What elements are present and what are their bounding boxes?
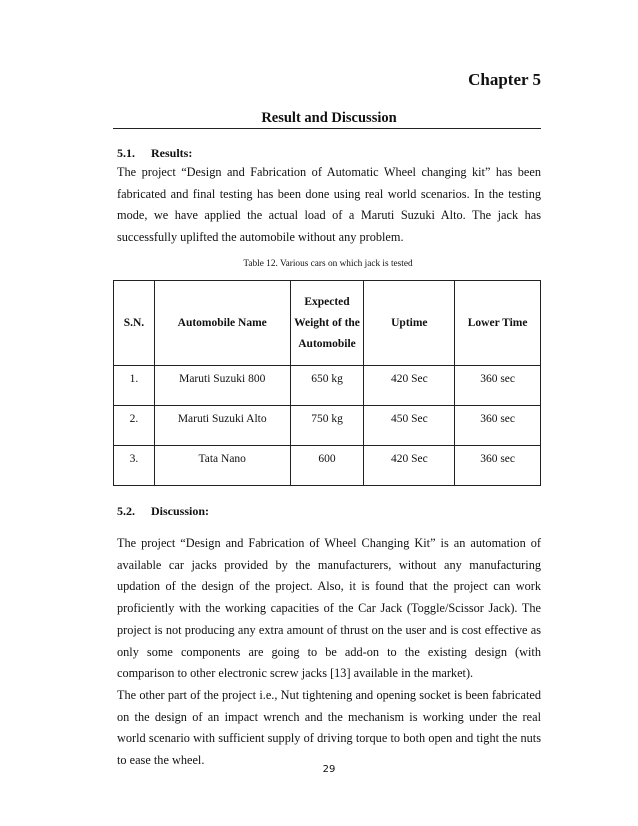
header-uptime: Uptime [364,281,455,366]
results-table [113,280,541,486]
cell-sn: 2. [114,406,155,446]
cell-uptime: 420 Sec [364,446,455,486]
results-heading [117,146,192,161]
results-paragraph: The project “Design and Fabrication of Automatic Wheel changing kit” has been fabricated and final testing has been done using real world scenarios. In the testing mode, we have applied the actual load of a Maruti Suzuki Alto. The jack has successfully uplifted the automobile without any problem. [117,165,541,245]
table-caption: Table 12. Various cars on which jack is tested [243,259,413,269]
cell-lower-time: 360 sec [455,446,541,486]
results-heading-text: Results: [151,146,193,160]
cell-lower-time: 360 sec [455,406,541,446]
cell-automobile: Maruti Suzuki Alto [154,406,290,446]
header-sn: S.N. [114,281,155,366]
cell-sn: 3. [114,446,155,486]
cell-weight: 750 kg [290,406,364,446]
discussion-number: 5.2. [117,504,135,518]
page-number: 29 [322,764,336,775]
table-header-row [114,281,541,366]
discussion-paragraph-2: The other part of the project i.e., Nut tightening and opening socket is been fabricated on the design of an impact wrench and the mechanism is working under the real world scenario with sufficient supply of driving torque to both open and tight the nuts to ease the wheel. [117,688,541,768]
discussion-heading [117,504,209,519]
cell-lower-time: 360 sec [455,366,541,406]
table-row [114,366,541,406]
cell-weight: 650 kg [290,366,364,406]
header-expected-weight: Expected Weight of the Automobile [290,281,364,366]
header-lower-time: Lower Time [455,281,541,366]
cell-automobile: Maruti Suzuki 800 [154,366,290,406]
table-row [114,406,541,446]
table-row [114,446,541,486]
discussion-heading-text: Discussion: [151,504,210,518]
discussion-paragraph-1: The project “Design and Fabrication of Wheel Changing Kit” is an automation of available car jacks provided by the manufacturers, without any manufacturing updation of the design of the project. Also, it is found that the project can work proficiently with the working capacities of the Car Jack (Toggle/Scissor Jack). The project is not producing any extra amount of thrust on the user and is cost effective as only some components are going to be add-on to the existing design (with comparison to other electronic screw jacks [13] available in the market). [117,536,541,681]
cell-uptime: 420 Sec [364,366,455,406]
cell-uptime: 450 Sec [364,406,455,446]
header-automobile-name: Automobile Name [154,281,290,366]
chapter-heading: Chapter 5 [468,70,541,89]
section-title: Result and Discussion [261,110,397,126]
cell-weight: 600 [290,446,364,486]
title-underline [113,128,541,129]
results-number: 5.1. [117,146,135,160]
cell-sn: 1. [114,366,155,406]
cell-automobile: Tata Nano [154,446,290,486]
